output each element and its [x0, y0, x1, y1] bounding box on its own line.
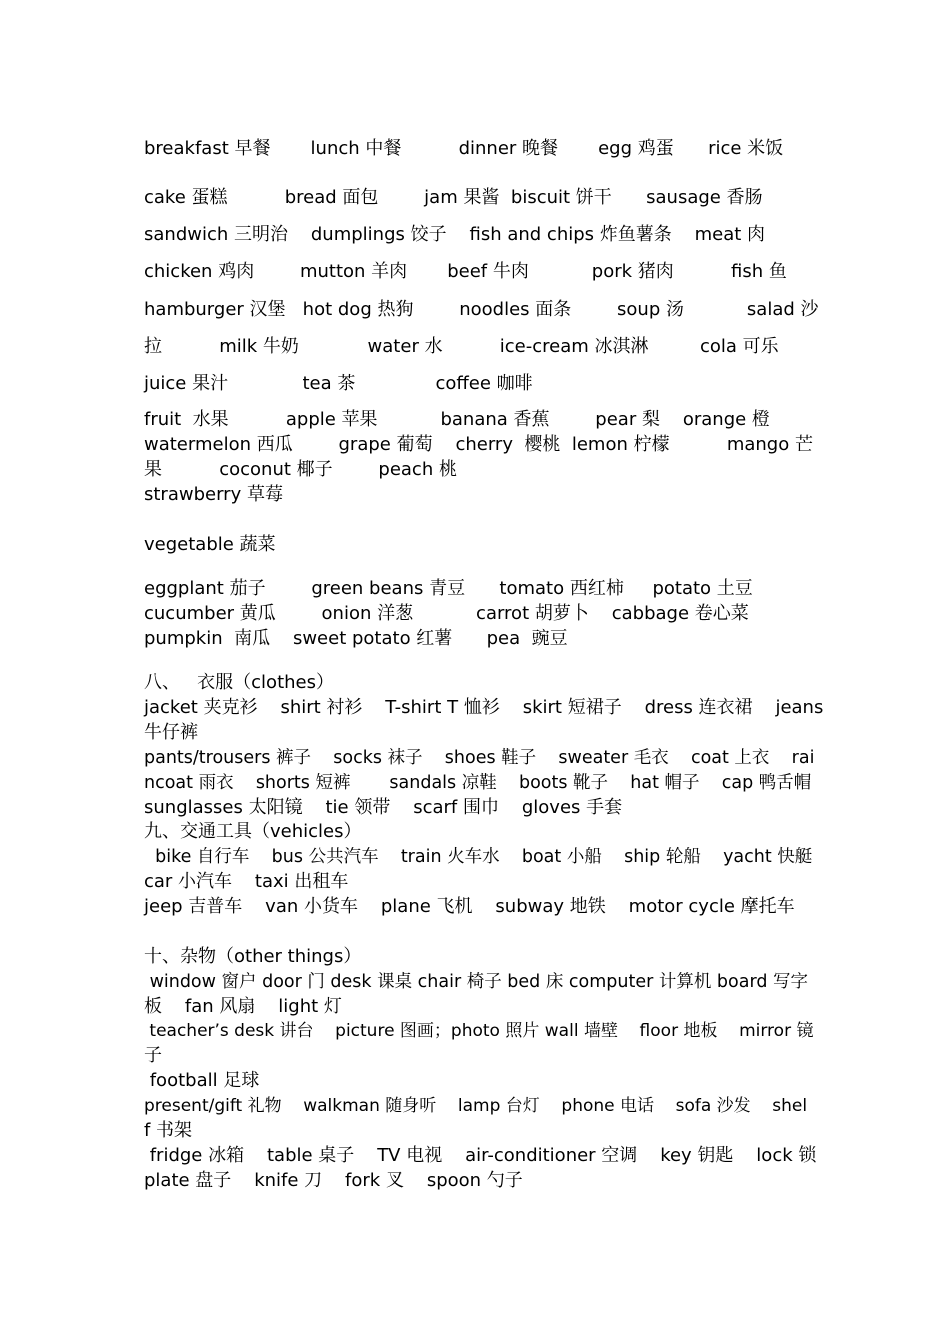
- text-line: 板 fan 风扇 light 灯: [144, 996, 342, 1017]
- text-line: football 足球: [144, 1070, 260, 1091]
- text-line: chicken 鸡肉 mutton 羊肉 beef 牛肉 pork 猪肉 fish 鱼: [144, 261, 787, 282]
- text-line: sandwich 三明治 dumplings 饺子 fish and chips 炸鱼薯条 meat 肉: [144, 224, 766, 245]
- text-line: eggplant 茄子 green beans 青豆 tomato 西红柿 potato 土豆: [144, 578, 753, 599]
- text-line: 拉 milk 牛奶 water 水 ice-cream 冰淇淋 cola 可乐: [144, 336, 779, 357]
- text-line: present/gift 礼物 walkman 随身听 lamp 台灯 phone 电话 sofa 沙发 shel: [144, 1096, 808, 1116]
- text-line: strawberry 草莓: [144, 484, 283, 505]
- text-line: ncoat 雨衣 shorts 短裤 sandals 凉鞋 boots 靴子 hat 帽子 cap 鸭舌帽: [144, 773, 812, 793]
- text-line: hamburger 汉堡 hot dog 热狗 noodles 面条 soup 汤 salad 沙: [144, 299, 819, 320]
- text-line: pants/trousers 裤子 socks 袜子 shoes 鞋子 sweater 毛衣 coat 上衣 rai: [144, 748, 815, 768]
- text-line: window 窗户 door 门 desk 课桌 chair 椅子 bed 床 computer 计算机 board 写字: [144, 972, 809, 992]
- text-line: 子: [144, 1045, 162, 1066]
- section-heading: 十、杂物（other things）: [144, 946, 362, 967]
- text-line: teacher’s desk 讲台 picture 图画；photo 照片 wall 墙壁 floor 地板 mirror 镜: [144, 1021, 814, 1041]
- text-line: plate 盘子 knife 刀 fork 叉 spoon 勺子: [144, 1170, 523, 1191]
- text-line: bike 自行车 bus 公共汽车 train 火车水 boat 小船 ship 轮船 yacht 快艇: [144, 847, 813, 867]
- text-line: f 书架: [144, 1120, 193, 1141]
- text-line: sunglasses 太阳镜 tie 领带 scarf 围巾 gloves 手套: [144, 797, 623, 818]
- text-line: watermelon 西瓜 grape 葡萄 cherry 樱桃 lemon 柠檬 mango 芒: [144, 434, 813, 455]
- text-line: fruit 水果 apple 苹果 banana 香蕉 pear 梨 orange 橙: [144, 409, 770, 430]
- text-line: cucumber 黄瓜 onion 洋葱 carrot 胡萝卜 cabbage 卷心菜: [144, 603, 749, 624]
- section-heading: 九、交通工具（vehicles）: [144, 821, 362, 842]
- text-line: fridge 冰箱 table 桌子 TV 电视 air-conditioner 空调 key 钥匙 lock 锁: [144, 1145, 817, 1166]
- text-line: breakfast 早餐 lunch 中餐 dinner 晚餐 egg 鸡蛋 rice 米饭: [144, 138, 784, 159]
- text-line: juice 果汁 tea 茶 coffee 咖啡: [144, 373, 533, 394]
- section-heading: 八、 衣服（clothes）: [144, 672, 334, 693]
- text-line: pumpkin 南瓜 sweet potato 红薯 pea 豌豆: [144, 628, 568, 649]
- text-line: 牛仔裤: [144, 722, 198, 743]
- section-heading: vegetable 蔬菜: [144, 534, 276, 555]
- text-line: cake 蛋糕 bread 面包 jam 果酱 biscuit 饼干 sausage 香肠: [144, 187, 763, 208]
- text-line: 果 coconut 椰子 peach 桃: [144, 459, 457, 480]
- text-line: jeep 吉普车 van 小货车 plane 飞机 subway 地铁 motor cycle 摩托车: [144, 896, 795, 917]
- text-line: jacket 夹克衫 shirt 衬衫 T-shirt T 恤衫 skirt 短裙子 dress 连衣裙 jeans: [144, 697, 824, 718]
- text-line: car 小汽车 taxi 出租车: [144, 871, 349, 892]
